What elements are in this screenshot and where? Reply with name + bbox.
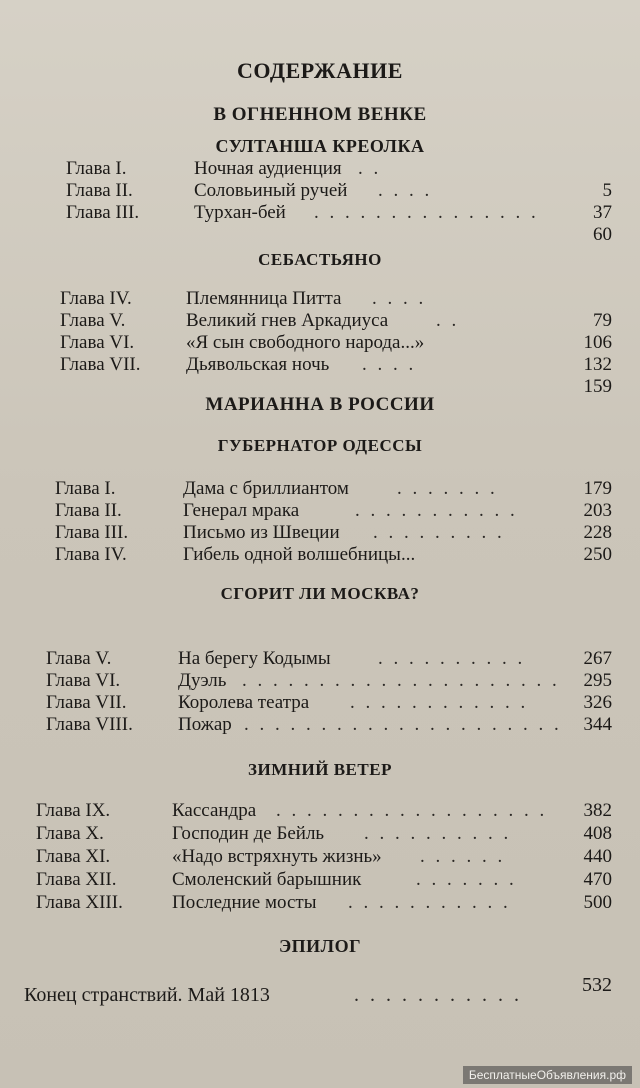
- part-title: В ОГНЕННОМ ВЕНКЕ: [213, 104, 427, 125]
- chapter-number: Глава IV.: [60, 288, 132, 309]
- chapter-number: Глава I.: [66, 158, 127, 179]
- section-title: СЕБАСТЬЯНО: [258, 250, 382, 269]
- chapter-title: Племянница Питта: [186, 288, 342, 309]
- leader-dots: . . . . . . . . . . .: [355, 500, 518, 521]
- chapter-title: Письмо из Швеции: [183, 522, 340, 543]
- toc-entry: [36, 800, 612, 824]
- chapter-title: На берегу Кодымы: [178, 648, 331, 669]
- section-title: СУЛТАНША КРЕОЛКА: [215, 136, 425, 156]
- page-number: 132: [583, 354, 612, 375]
- page-number: 408: [583, 823, 612, 844]
- leader-dots: . . . . . . . . . . . . . . . . . .: [276, 800, 548, 821]
- page-number: 267: [583, 648, 612, 669]
- epilogue-title: ЭПИЛОГ: [278, 936, 362, 956]
- toc-entry: [55, 478, 612, 502]
- page-number: 106: [583, 332, 612, 353]
- chapter-title: Дуэль: [178, 670, 227, 691]
- page-title: СОДЕРЖАНИЕ: [237, 58, 403, 83]
- chapter-title: «Надо встряхнуть жизнь»: [172, 846, 382, 867]
- leader-dots: . . . .: [378, 180, 433, 201]
- chapter-title: Дьявольская ночь: [186, 354, 330, 375]
- chapter-number: Глава II.: [66, 180, 133, 201]
- page-number: 440: [583, 846, 612, 867]
- toc-entry: [36, 823, 612, 847]
- toc-entry: [60, 310, 612, 334]
- leader-dots: . . . . . . . . . .: [378, 648, 526, 669]
- chapter-number: Глава IV.: [55, 544, 127, 565]
- chapter-number: Глава VI.: [46, 670, 121, 691]
- toc-entry: [36, 846, 612, 870]
- page-number: 179: [583, 478, 612, 499]
- toc-entry: [60, 288, 612, 312]
- part-title: МАРИАННА В РОССИИ: [205, 394, 435, 415]
- chapter-number: Глава I.: [55, 478, 116, 499]
- page-number: 532: [582, 974, 612, 996]
- toc-entry: [55, 500, 612, 524]
- toc-entry: [60, 332, 612, 356]
- chapter-title: Королева театра: [178, 692, 310, 713]
- chapter-number: Глава VIII.: [46, 714, 133, 735]
- page-number: 470: [583, 869, 612, 890]
- chapter-number: Глава IX.: [36, 800, 111, 821]
- toc-entry: [46, 714, 612, 738]
- chapter-title: Кассандра: [172, 800, 257, 821]
- page-number: 500: [583, 892, 612, 913]
- toc-entry: [66, 202, 612, 226]
- leader-dots: . . . . . . . . .: [373, 522, 505, 543]
- chapter-number: Глава VI.: [60, 332, 135, 353]
- leader-dots: . .: [358, 158, 382, 179]
- chapter-title: Генерал мрака: [183, 500, 300, 521]
- leader-dots: . . . . . . . . . . .: [348, 892, 511, 913]
- page-number: 228: [583, 522, 612, 543]
- page-number: 295: [583, 670, 612, 691]
- chapter-number: Глава III.: [66, 202, 140, 223]
- chapter-title: Великий гнев Аркадиуса: [186, 310, 389, 331]
- chapter-title: Ночная аудиенция: [194, 158, 342, 179]
- leader-dots: . . . .: [372, 288, 427, 309]
- page-number: 344: [583, 714, 612, 735]
- page-number: 382: [583, 800, 612, 821]
- toc-entry: [46, 692, 612, 716]
- toc-page-number-row: [66, 224, 612, 248]
- chapter-title: Турхан-бей: [194, 202, 286, 223]
- chapter-number: Глава XIII.: [36, 892, 123, 913]
- chapter-number: Глава V.: [46, 648, 112, 669]
- leader-dots: . . . . . . . . . . . .: [350, 692, 529, 713]
- toc-entry: [55, 544, 612, 568]
- page-number: 159: [583, 376, 612, 397]
- chapter-number: Глава VII.: [46, 692, 127, 713]
- chapter-number: Глава X.: [36, 823, 104, 844]
- chapter-number: Глава VII.: [60, 354, 141, 375]
- page-number: 5: [602, 180, 612, 201]
- chapter-title: Смоленский барышник: [172, 869, 362, 890]
- leader-dots: . . . . . . . . . . . . . . .: [314, 202, 539, 223]
- toc-entry: [46, 670, 612, 694]
- leader-dots: . . . . . . . . . . .: [354, 984, 522, 1006]
- page-number: 60: [593, 224, 612, 245]
- leader-dots: . . . . . . . . . .: [364, 823, 512, 844]
- page-number: 250: [583, 544, 612, 565]
- page-number: 326: [583, 692, 612, 713]
- chapter-title: Дама с бриллиантом: [183, 478, 349, 499]
- section-title: СГОРИТ ЛИ МОСКВА?: [220, 584, 420, 603]
- leader-dots: . . . . . . . . . . . . . . . . . . . . .: [242, 670, 560, 691]
- leader-dots: . . . .: [362, 354, 417, 375]
- leader-dots: . . . . . . .: [397, 478, 498, 499]
- chapter-number: Глава XII.: [36, 869, 117, 890]
- chapter-title: Конец странствий. Май 1813: [24, 984, 270, 1006]
- chapter-title: Гибель одной волшебницы...: [183, 544, 416, 565]
- watermark: БесплатныеОбъявления.рф: [463, 1066, 632, 1084]
- toc-entry: [46, 648, 612, 672]
- leader-dots: . . . . . . .: [416, 869, 517, 890]
- chapter-title: Пожар: [178, 714, 232, 735]
- chapter-title: Соловьиный ручей: [194, 180, 348, 201]
- chapter-number: Глава III.: [55, 522, 129, 543]
- page-number: 203: [583, 500, 612, 521]
- leader-dots: . . . . . . . . . . . . . . . . . . . . .: [244, 714, 562, 735]
- section-title: ЗИМНИЙ ВЕТЕР: [248, 760, 392, 779]
- leader-dots: . .: [436, 310, 460, 331]
- chapter-title: Последние мосты: [172, 892, 317, 913]
- toc-entry: [36, 869, 612, 893]
- toc-entry: [36, 892, 612, 916]
- chapter-number: Глава XI.: [36, 846, 111, 867]
- toc-entry: [55, 522, 612, 546]
- toc-entry: [60, 354, 612, 378]
- chapter-title: «Я сын свободного народа...»: [186, 332, 425, 353]
- toc-entry: [66, 158, 612, 182]
- toc-entry: [66, 180, 612, 204]
- section-title: ГУБЕРНАТОР ОДЕССЫ: [217, 436, 423, 455]
- toc-entry: [24, 974, 612, 1008]
- page-number: 79: [593, 310, 612, 331]
- leader-dots: . . . . . .: [420, 846, 506, 867]
- page-number: 37: [593, 202, 612, 223]
- chapter-number: Глава V.: [60, 310, 126, 331]
- chapter-number: Глава II.: [55, 500, 122, 521]
- chapter-title: Господин де Бейль: [172, 823, 325, 844]
